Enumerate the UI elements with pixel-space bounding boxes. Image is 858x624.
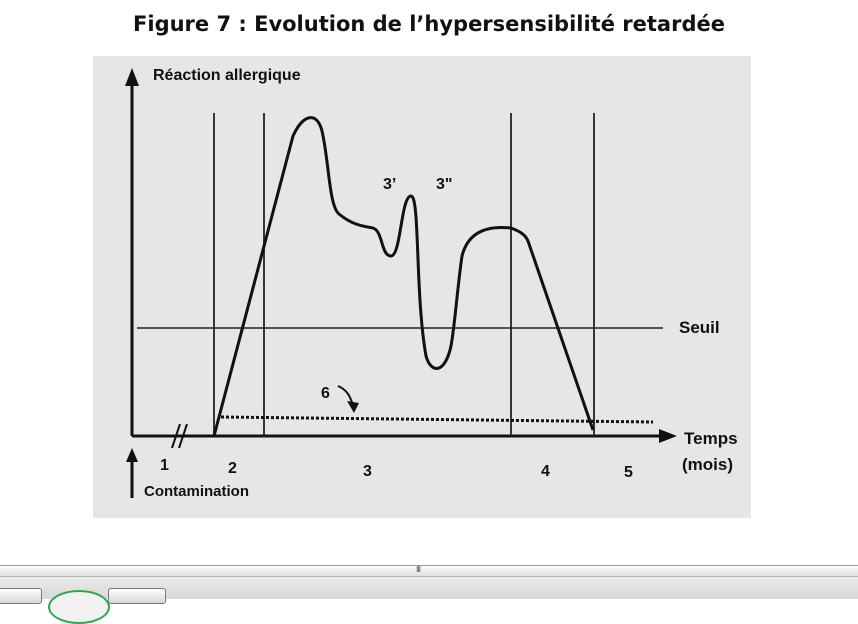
taskbar-button-right[interactable] (108, 588, 166, 604)
figure-panel (93, 56, 751, 518)
phase-label-2: 2 (228, 460, 237, 477)
taskbar-app-icon[interactable] (48, 590, 110, 624)
phase-label-3: 3 (363, 463, 372, 480)
y-axis-arrowhead (125, 68, 139, 86)
contamination-arrowhead (126, 448, 138, 462)
taskbar-button-left[interactable] (0, 588, 42, 604)
x-axis-label-line2: (mois) (682, 455, 733, 474)
x-axis-label-line1: Temps (684, 429, 738, 448)
marker-label-6: 6 (321, 385, 330, 402)
hypersensitivity-diagram (93, 56, 751, 518)
peak-label-3-prime: 3’ (383, 176, 397, 193)
horizontal-scrollbar[interactable] (0, 566, 858, 577)
x-axis-arrowhead (659, 429, 677, 443)
y-axis-label: Réaction allergique (153, 67, 301, 84)
marker-arrowhead (347, 401, 359, 413)
scrollbar-grip[interactable]: III (416, 565, 421, 574)
figure-title: Figure 7 : Evolution de l’hypersensibilité retardée (133, 12, 725, 36)
phase-label-1: 1 (160, 457, 169, 474)
contamination-label: Contamination (144, 483, 249, 500)
peak-label-3-double-prime: 3" (436, 176, 453, 193)
reaction-curve (214, 118, 593, 436)
phase-label-4: 4 (541, 463, 550, 480)
threshold-label: Seuil (679, 318, 720, 337)
phase-label-5: 5 (624, 464, 633, 481)
